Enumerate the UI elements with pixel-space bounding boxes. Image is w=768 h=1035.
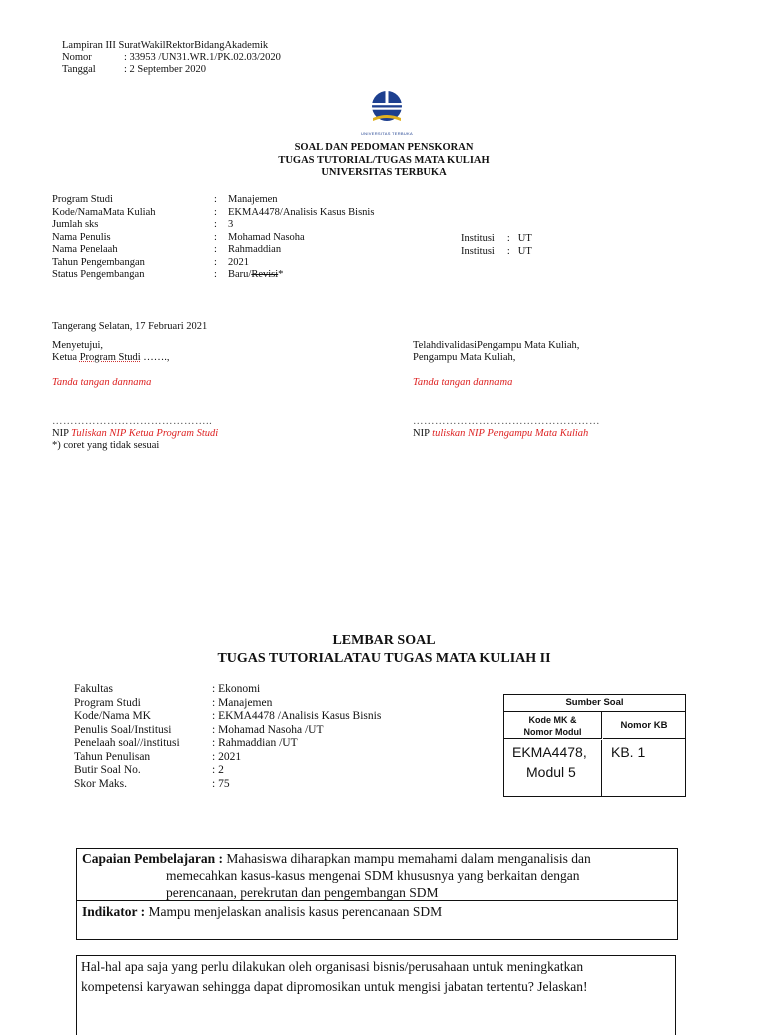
place-date: Tangerang Selatan, 17 Februari 2021 [52, 321, 208, 332]
info-row: Jumlah sks : 3 [52, 219, 234, 230]
validation-text: TelahdivalidasiPengampu Mata Kuliah, [413, 340, 580, 351]
nomor-label: Nomor [62, 52, 92, 63]
info-row: Program Studi : Manajemen [52, 194, 278, 205]
capaian-section: Capaian Pembelajaran : Mahasiswa diharapkan mampu memahami dalam menganalisis dan memecahkan kasus-kasus mengenai SDM khususnya yang berkaitan dengan perencanaan, perekrutan dan pengembangan SDM [77, 849, 677, 901]
logo-caption: UNIVERSITAS TERBUKA [360, 131, 413, 136]
nomor-value: : 33953 /UN31.WR.1/PK.02.03/2020 [124, 52, 281, 63]
title-line-2: TUGAS TUTORIAL/TUGAS MATA KULIAH [278, 154, 490, 166]
lembar-row: Kode/Nama MK : EKMA4478 /Analisis Kasus Bisnis [74, 710, 382, 722]
nomor-kb-value: KB. 1 [611, 744, 646, 760]
institusi-label-2: Institusi [461, 245, 495, 257]
lembar-title-line-2: TUGAS TUTORIALATAU TUGAS MATA KULIAH II [217, 651, 551, 666]
sumber-soal-header: Sumber Soal [504, 695, 685, 712]
lembar-table [74, 683, 381, 791]
info-row: Kode/NamaMata Kuliah : EKMA4478/Analisis Kasus Bisnis [52, 206, 375, 218]
nip-left: NIP Tuliskan NIP Ketua Program Studi *) coret yang tidak sesuai [52, 428, 219, 451]
tanggal-label: Tanggal [62, 64, 96, 75]
revisi-struck: Revisi [251, 269, 279, 280]
indikator-label: Indikator : [82, 904, 146, 919]
institusi-value-1: UT [517, 233, 532, 244]
info-row: Tahun Pengembangan : 2021 [52, 256, 249, 268]
info-row: Nama Penulis : Mohamad Nasoha [52, 231, 305, 243]
lembar-row: Tahun Penulisan : 2021 [74, 750, 242, 763]
question-text: Hal-hal apa saja yang perlu dilakukan oleh organisasi bisnis/perusahaan untuk meningkatkan kompetensi karyawan sehingga dapat dipromosikan untuk mengisi jabatan tertentu? Jelaskan! [81, 959, 588, 994]
kode-mk-value: EKMA4478, Modul 5 [504, 740, 602, 796]
nip-right: NIP tuliskan NIP Pengampu Mata Kuliah [413, 428, 589, 439]
institusi-value-2: UT [517, 245, 532, 257]
header-block [62, 40, 281, 76]
lampiran-text: Lampiran III SuratWakilRektorBidangAkademik [62, 40, 269, 51]
lembar-row: Skor Maks. : 75 [74, 777, 230, 790]
lembar-row: Program Studi : Manajemen [74, 696, 273, 709]
lembar-row: Butir Soal No. : 2 [74, 764, 224, 776]
title-line-1: SOAL DAN PEDOMAN PENSKORAN [294, 142, 474, 153]
program-studi-text: Program Studi [79, 352, 141, 363]
lembar-info [74, 683, 381, 791]
university-logo [356, 88, 418, 136]
info-table [52, 194, 374, 282]
kode-mk-header: Kode MK & Nomor Modul [504, 712, 602, 739]
capaian-box [76, 848, 678, 940]
sign-right-block [413, 340, 579, 364]
lembar-row: Penelaah soal//institusi : Rahmaddian /UT [74, 737, 298, 749]
question-box [76, 955, 676, 1035]
lembar-row: Penulis Soal/Institusi : Mohamad Nasoha /UT [74, 723, 324, 736]
tanggal-value: : 2 September 2020 [124, 64, 206, 75]
title-line-3: UNIVERSITAS TERBUKA [321, 167, 447, 178]
footnote: *) coret yang tidak sesuai [52, 440, 160, 451]
lembar-title-line-1: LEMBAR SOAL [332, 633, 436, 648]
institusi-block: Institusi : UT Institusi : UT [461, 233, 532, 257]
lembar-row: Fakultas : Ekonomi [74, 683, 261, 695]
info-block [52, 194, 374, 282]
nomor-kb-header: Nomor KB [603, 712, 685, 739]
info-row: Status Pengembangan : Baru/Revisi* [52, 269, 284, 280]
indikator-section: Indikator : Mampu menjelaskan analisis kasus perencanaan SDM [82, 904, 443, 919]
logo-emblem-icon [367, 88, 407, 126]
signature-placeholder-right: Tanda tangan dannama [413, 377, 513, 388]
signature-line-left: …………………………………….. [52, 416, 213, 427]
document-title [0, 142, 768, 180]
signature-placeholder-left: Tanda tangan dannama [52, 377, 152, 388]
capaian-label: Capaian Pembelajaran : [82, 851, 223, 866]
sumber-soal-table [503, 694, 686, 797]
approval-text: Menyetujui, [52, 340, 104, 351]
info-row: Nama Penelaah : Rahmaddian [52, 244, 282, 255]
institusi-label: Institusi [461, 233, 495, 244]
sign-left-block: Menyetujui, Ketua Program Studi ……., [52, 340, 170, 363]
lembar-title [0, 632, 768, 668]
pengampu-text: Pengampu Mata Kuliah, [413, 352, 516, 363]
signature-line-right: …………………………………………… [413, 416, 600, 427]
